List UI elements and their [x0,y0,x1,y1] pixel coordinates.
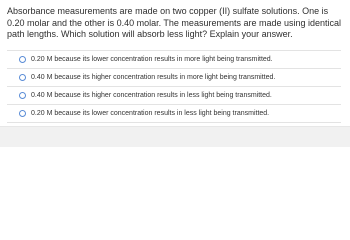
option-2[interactable] [7,69,341,87]
option-3[interactable] [7,87,341,105]
answer-options [7,50,341,123]
question-text: Absorbance measurements are made on two copper (II) sulfate solutions. One is 0.20 molar and the other is 0.40 molar. The measurements are made using identical path lengths. Which solution will absorb less light? Explain your answer. [7,6,342,39]
radio-button-icon[interactable] [19,92,26,99]
option-1[interactable] [7,51,341,69]
radio-button-icon[interactable] [19,110,26,117]
radio-button-icon[interactable] [19,56,26,63]
radio-button-icon[interactable] [19,74,26,81]
option-label: 0.40 M because its higher concentration results in more light being transmitted. [31,74,276,81]
option-label: 0.40 M because its higher concentration results in less light being transmitted. [31,92,272,99]
option-label: 0.20 M because its lower concentration results in more light being transmitted. [31,56,273,63]
option-label: 0.20 M because its lower concentration results in less light being transmitted. [31,110,270,117]
option-4[interactable] [7,105,341,123]
footer-bar [0,126,350,147]
